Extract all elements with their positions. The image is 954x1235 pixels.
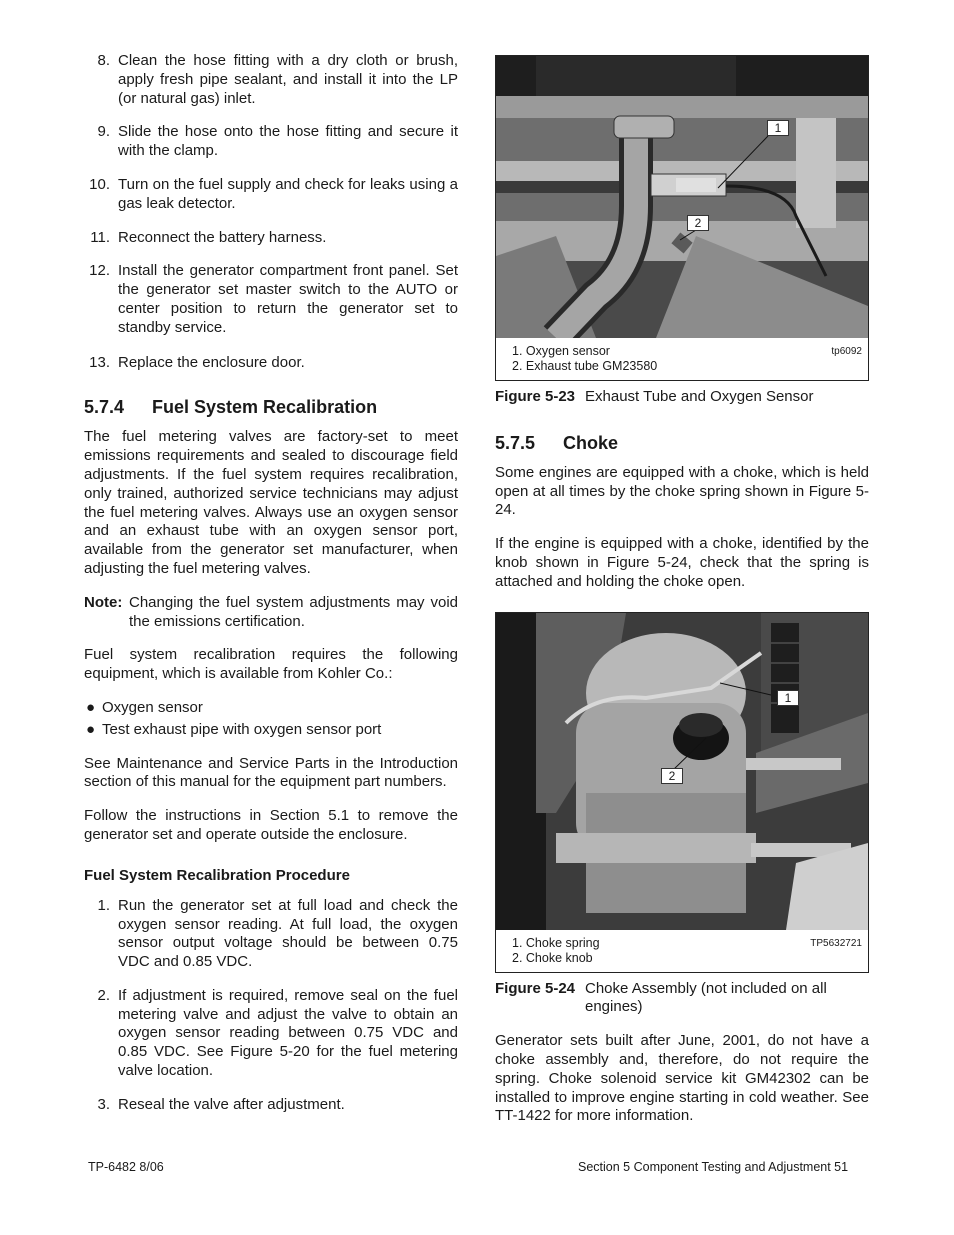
list-item: 10. Turn on the fuel supply and check for leaks using a gas leak detector. <box>89 175 458 212</box>
section-heading-5-7-4: 5.7.4 Fuel System Recalibration <box>84 397 378 418</box>
left-column <box>84 52 458 1115</box>
callout-1: 1 <box>777 690 799 706</box>
paragraph: Follow the instructions in Section 5.1 to remove the generator set and operate outside the enclosure. <box>84 807 458 843</box>
steps-list-a <box>84 52 458 372</box>
note-text: Changing the fuel system adjustments may void the emissions certification. <box>129 593 458 630</box>
list-item: 1. Run the generator set at full load and check the oxygen sensor reading. At full load, the oxygen sensor output voltage should be between 0.75 VDC and 0.85 VDC. <box>97 896 458 971</box>
list-item: 3. Reseal the valve after adjustment. <box>97 1095 345 1113</box>
note <box>84 594 458 632</box>
list-item: 8. Clean the hose fitting with a dry cloth or brush, apply fresh pipe sealant, and install it into the LP (or natural gas) inlet. <box>97 52 458 107</box>
paragraph: Fuel system recalibration requires the following equipment, which is available from Kohler Co.: <box>84 646 458 683</box>
paragraph: Generator sets built after June, 2001, do not have a choke assembly and, therefore, do not require the spring. Choke solenoid service kit GM42302 can be installed to improve engine starting in cold weather. See TT-1422 for more information. <box>495 1032 869 1125</box>
figure-5-23 <box>495 55 869 381</box>
figure-5-24 <box>495 612 869 973</box>
bullet-icon: ● <box>86 698 96 716</box>
list-item: 12. Install the generator compartment front panel. Set the generator set master switch to the AUTO or center position to return the generator set to standby service. <box>89 262 458 336</box>
procedure-heading: Fuel System Recalibration Procedure <box>84 866 350 884</box>
section-heading-5-7-5: 5.7.5 Choke <box>495 432 619 453</box>
paragraph: Some engines are equipped with a choke, which is held open at all times by the choke spring shown in Figure 5-24. <box>495 463 869 519</box>
bullet-icon: ● <box>86 720 96 738</box>
list-item: 9. Slide the hose onto the hose fitting and secure it with the clamp. <box>97 123 458 160</box>
equipment-list <box>84 699 458 740</box>
figure-caption: Figure 5-24 Choke Assembly (not included on all engines) <box>495 979 827 1016</box>
footer-doc-id: TP-6482 8/06 <box>88 1160 164 1174</box>
callout-2: 2 <box>687 215 709 231</box>
figure-legend: 1. Oxygen sensor 2. Exhaust tube GM23580 tp6092 <box>512 344 862 373</box>
choke-photo <box>496 613 868 930</box>
right-column <box>495 55 869 1126</box>
callout-2: 2 <box>661 768 683 784</box>
list-item: 2. If adjustment is required, remove seal on the fuel metering valve and adjust the valve to obtain an oxygen sensor reading between 0.75 VDC and 0.85 VDC. See Figure 5-20 for the fuel metering valve location. <box>97 986 458 1080</box>
note-label: Note: <box>84 593 123 611</box>
photo-id: tp6092 <box>831 346 862 357</box>
paragraph: See Maintenance and Service Parts in the Introduction section of this manual for the equipment part numbers. <box>84 754 458 791</box>
figure-caption: Figure 5-23 Exhaust Tube and Oxygen Sensor <box>495 388 814 405</box>
steps-list-b <box>84 897 458 1115</box>
list-item: ● Oxygen sensor <box>86 698 203 716</box>
exhaust-photo <box>496 56 868 338</box>
list-item: ● Test exhaust pipe with oxygen sensor port <box>86 720 382 738</box>
list-item: 13. Replace the enclosure door. <box>89 353 305 371</box>
figure-legend: 1. Choke spring 2. Choke knob TP5632721 <box>512 935 862 965</box>
paragraph: If the engine is equipped with a choke, identified by the knob shown in Figure 5-24, check that the spring is attached and holding the choke open. <box>495 535 869 590</box>
callout-1: 1 <box>767 120 789 136</box>
photo-id: TP5632721 <box>810 937 862 949</box>
list-item: 11. Reconnect the battery harness. <box>90 228 327 246</box>
paragraph: The fuel metering valves are factory-set to meet emissions requirements and sealed to discourage field adjustments. If the fuel system requires recalibration, only trained, authorized service technicians may adjust the fuel metering valves. Always use an oxygen sensor and an exhaust tube with an oxygen sensor port, available from the generator set manufacturer, when adjusting the fuel metering valves. <box>84 428 458 577</box>
exhaust-tube-image <box>496 56 868 338</box>
footer-section-page: Section 5 Component Testing and Adjustment 51 <box>578 1160 849 1174</box>
